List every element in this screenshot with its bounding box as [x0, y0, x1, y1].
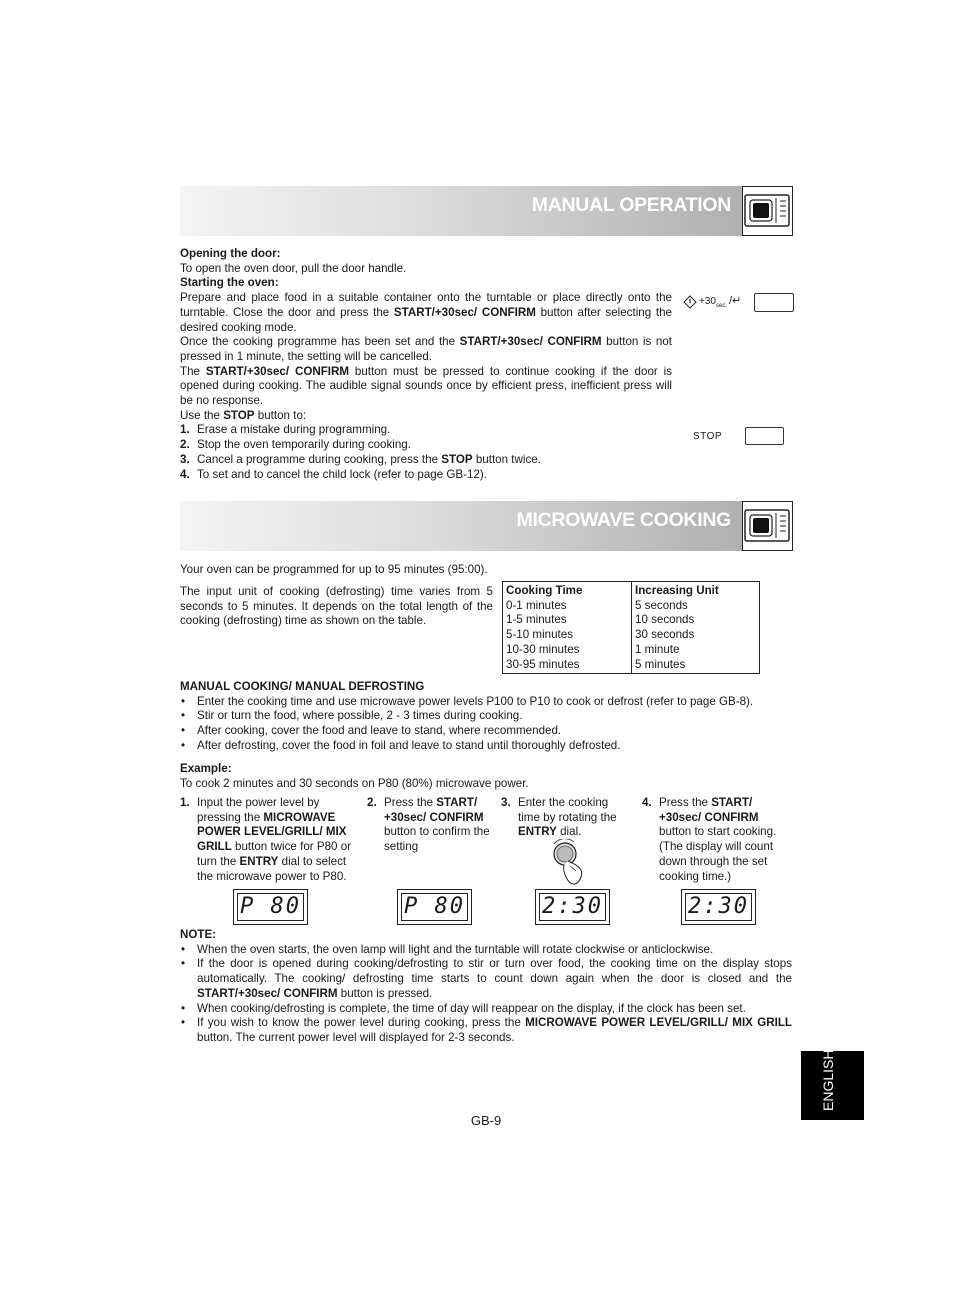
starting-paragraph-3: The START/+30sec/ CONFIRM button must be pressed to continue cooking if the door is opened during cooking. The audible signal sounds once by efficient press, inefficient press will be no response. [180, 364, 672, 408]
manual-operation-title: MANUAL OPERATION [531, 194, 731, 216]
page-number: GB-9 [470, 1113, 502, 1128]
list-item: • Stir or turn the food, where possible, 2 - 3 times during cooking. [180, 709, 792, 724]
stop-list [180, 423, 672, 482]
list-item: • If you wish to know the power level during cooking, press the MICROWAVE POWER LEVEL/GRILL/ MIX GRILL button. The current power level will displayed for 2-3 seconds. [180, 1016, 792, 1045]
list-item: • Enter the cooking time and use microwave power levels P100 to P10 to cook or defrost (refer to page GB-8). [180, 695, 792, 710]
manual-cooking-bullets [180, 695, 792, 754]
enter-arrow-icon: /↵ [729, 295, 742, 307]
opening-heading: Opening the door: [180, 247, 281, 260]
entry-dial-icon [548, 839, 588, 887]
language-tab [801, 1051, 864, 1120]
microwave-cooking-header [180, 501, 793, 551]
note-heading: NOTE: [180, 928, 217, 941]
list-item: • When the oven starts, the oven lamp will light and the turntable will rotate clockwise or anticlockwise. [180, 943, 792, 958]
note-bullets [180, 943, 792, 1046]
lcd-display: 2:30 [681, 889, 756, 925]
manual-operation-body [180, 247, 672, 482]
stop-button-illustration [693, 427, 785, 447]
start-button-illustration [683, 293, 795, 313]
start-button-shape [754, 293, 794, 312]
language-tab-label: ENGLISH [820, 1049, 836, 1111]
stop-intro: Use the STOP button to: [180, 408, 307, 422]
stop-icon-label: STOP [693, 431, 723, 442]
manual-cooking-heading: MANUAL COOKING/ MANUAL DEFROSTING [180, 680, 425, 693]
stop-list-item: 3. Cancel a programme during cooking, press the STOP button twice. [180, 452, 541, 466]
example-text: To cook 2 minutes and 30 seconds on P80 (80%) microwave power. [180, 776, 529, 790]
list-item: • If the door is opened during cooking/defrosting to stir or turn over food, the cooking time on the display stops automatically. The cooking/ defrosting time starts to count down again when the door is closed and the START/+30sec/ CONFIRM button is pressed. [180, 957, 792, 1001]
microwave-oven-icon [742, 501, 793, 551]
table-header-row [503, 582, 760, 674]
list-item: • After cooking, cover the food and leave to stand, where recommended. [180, 724, 792, 739]
starting-heading: Starting the oven: [180, 276, 279, 290]
note-section [180, 928, 792, 1046]
start-icon-sub: sec. [716, 303, 728, 309]
max-time-intro: Your oven can be programmed for up to 95 minutes (95:00). [180, 563, 488, 576]
table-header-cell: Cooking Time 0-1 minutes 1-5 minutes 5-10 minutes 10-30 minutes 30-95 minutes [503, 582, 632, 674]
list-item: • After defrosting, cover the food in foil and leave to stand until thoroughly defrosted. [180, 739, 792, 754]
manual-operation-header [180, 186, 793, 236]
starting-paragraph-1: Prepare and place food in a suitable container onto the turntable or place directly onto the turntable. Close the door and press the START/+30sec/ CONFIRM button after selecting the desired cooking mode. [180, 291, 672, 334]
table-header-cell: Increasing Unit 5 seconds 10 seconds 30 seconds 1 minute 5 minutes [632, 582, 760, 674]
stop-button-shape [745, 427, 784, 445]
start-diamond-icon [683, 295, 697, 309]
cooking-time-table [502, 581, 760, 674]
stop-list-item: 1. Erase a mistake during programming. [180, 423, 391, 437]
input-unit-paragraph: The input unit of cooking (defrosting) time varies from 5 seconds to 5 minutes. It depends on the total length of the cooking (defrosting) time as shown on the table. [180, 585, 493, 628]
microwave-cooking-title: MICROWAVE COOKING [516, 509, 731, 531]
example-section [180, 762, 792, 791]
start-icon-label: +30 [699, 296, 716, 307]
manual-cooking-section [180, 680, 792, 754]
starting-paragraph-2: Once the cooking programme has been set and the START/+30sec/ CONFIRM button is not pressed in 1 minute, the setting will be cancelled. [180, 335, 672, 363]
microwave-oven-icon [742, 186, 793, 236]
lcd-display: 2:30 [535, 889, 610, 925]
stop-list-item: 2. Stop the oven temporarily during cooking. [180, 438, 411, 452]
lcd-display: P 80 [233, 889, 308, 925]
lcd-display: P 80 [397, 889, 472, 925]
example-heading: Example: [180, 762, 232, 775]
stop-list-item: 4. To set and to cancel the child lock (refer to page GB-12). [180, 467, 487, 481]
list-item: • When cooking/defrosting is complete, the time of day will reappear on the display, if the clock has been set. [180, 1002, 792, 1017]
opening-text: To open the oven door, pull the door handle. [180, 261, 407, 275]
